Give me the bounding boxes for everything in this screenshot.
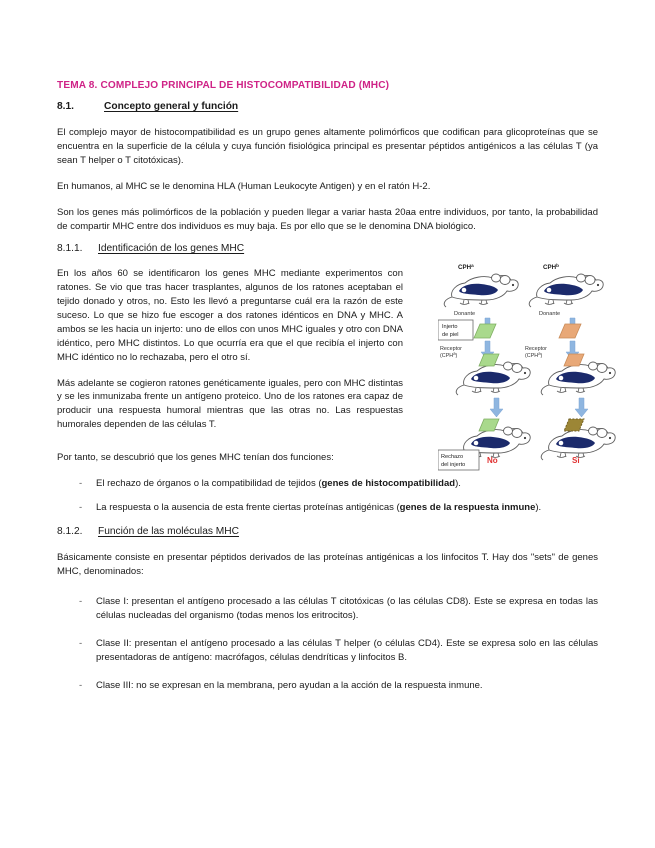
- result-si: Sí: [572, 456, 580, 465]
- heading-8-1-1-number: 8.1.1.: [57, 242, 83, 254]
- arrow-receiver-to-outcome-right: [575, 398, 588, 417]
- paragraph-two-functions: Por tanto, se descubrió que los genes MHC tenían dos funciones:: [57, 452, 334, 464]
- heading-8-1-1-text: Identificación de los genes MHC: [98, 242, 245, 254]
- label-cph-b: CPH$^b$: [543, 262, 559, 271]
- list-bullet-dash: -: [79, 596, 83, 608]
- arrow-receiver-to-outcome-left: [490, 398, 503, 417]
- functions-list: [57, 477, 598, 515]
- label-rechazo-line2: del injerto: [441, 462, 466, 468]
- function-text-before: El rechazo de órganos o la compatibilidad de tejidos (: [96, 478, 322, 490]
- list-bullet-dash: -: [79, 502, 83, 514]
- label-receptor-left: Receptor: [440, 346, 462, 352]
- heading-8-1-2-text: Función de las moléculas MHC: [98, 526, 239, 538]
- paragraph-mhc-function-intro: Básicamente consiste en presentar péptidos derivados de las proteínas antigénicas a los linfocitos T. Hay dos "sets" de genes MHC, denominados:: [57, 552, 598, 578]
- paragraph-mhc-history-2: Más adelante se cogieron ratones genéticamente iguales, pero con MHC distintas y se les inmunizaba frente un antígeno proteico. Uno de los ratones era capaz de producir una respuesta humoral mientras que las otras no. Las respuestas humorales dependen de las células T.: [57, 377, 403, 431]
- label-injerto-line1: Injerto: [442, 324, 458, 330]
- list-item-class-i: [57, 595, 598, 623]
- list-item-class-ii: [57, 637, 598, 665]
- label-donante-left: Donante: [454, 311, 476, 317]
- label-rechazo-line1: Rechazo: [441, 454, 464, 460]
- rejection-box-label: [438, 450, 479, 470]
- receiver-mouse-right: [541, 362, 615, 395]
- list-item-class-iii: [57, 679, 598, 693]
- donor-mouse-right-group: [529, 263, 603, 317]
- graft-piece-orange: [559, 324, 581, 338]
- function-bold-term: genes de la respuesta inmune: [399, 502, 536, 514]
- list-bullet-dash: -: [79, 637, 83, 649]
- paragraph-intro-2: En humanos, al MHC se le denomina HLA (Human Leukocyte Antigen) y en el ratón H-2.: [57, 180, 431, 192]
- figure-skin-graft-experiment: [438, 258, 618, 473]
- heading-8-1-1: [57, 243, 598, 254]
- label-cph-a: CPH$^a$: [458, 262, 474, 271]
- mhc-classes-list: [57, 595, 598, 693]
- graft-box-label: [438, 320, 473, 340]
- donor-mouse-right: [529, 274, 603, 307]
- paragraph-intro-1: El complejo mayor de histocompatibilidad es un grupo genes altamente polimórficos que codifican para glicoproteínas que se encuentra en la superficie de la célula y cuya función fisiológica principal es presentar péptidos antigénicos a las células T (ya sean T helper o T citotóxicas).: [57, 127, 598, 167]
- label-receptor-right-genotype: (CPH$^a$): [525, 351, 543, 359]
- receiver-mouse-left: [456, 362, 530, 395]
- donor-mouse-left-group: [444, 263, 518, 317]
- paragraph-mhc-history-1: En los años 60 se identificaron los genes MHC mediante experimentos con ratones. Se vio que tras hacer trasplantes, algunos de los ratones aceptaban el tejido donado y otros, no. Esto les llevó a preguntarse cuál era la razón de este suceso. Lo que se hizo fue escoger a dos ratones idénticos en DNA y MHC. A ambos se les hacia un injerto: uno de ellos con unos MHC iguales y otro con DNA idéntico, pero MHC distintos. Lo que ocurría era que el que recibía el injerto con MHC idéntico no lo rechazaba, pero el otro sí.: [57, 267, 403, 363]
- heading-8-1: [57, 101, 598, 112]
- function-text-after: ).: [535, 502, 542, 514]
- list-bullet-dash: -: [79, 478, 83, 490]
- list-item-function-immune-response: [57, 501, 598, 515]
- heading-8-1-2: [57, 526, 598, 537]
- function-text-before: La respuesta o la ausencia de esta frente ciertas proteínas antigénicas (: [96, 502, 400, 514]
- heading-8-1-text: Concepto general y función: [104, 101, 239, 113]
- function-bold-term: genes de histocompatibilidad: [321, 478, 456, 490]
- paragraph-intro-3: Son los genes más polimórficos de la población y pueden llegar a variar hasta 20aa entre individuos, por tanto, la probabilidad de compartir MHC entre dos individuos es muy baja. Es por ello que se le denomina DNA biológico.: [57, 206, 598, 232]
- label-donante-right: Donante: [539, 311, 561, 317]
- label-injerto-line2: de piel: [442, 332, 459, 338]
- list-item-function-histocompatibility: [57, 477, 598, 491]
- heading-8-1-2-number: 8.1.2.: [57, 526, 83, 538]
- page-title: TEMA 8. COMPLEJO PRINCIPAL DE HISTOCOMPATIBILIDAD (MHC): [57, 80, 390, 91]
- label-receptor-right: Receptor: [525, 346, 547, 352]
- list-bullet-dash: -: [79, 679, 83, 691]
- class-i-text: Clase I: presentan el antígeno procesado a las células T citotóxicas (o las células CD8). Este se expresa en todas las células nucleadas del organismo (todas menos los eritrocitos).: [96, 596, 598, 622]
- heading-8-1-number: 8.1.: [57, 101, 74, 113]
- outcome-mouse-right-group: [541, 419, 615, 460]
- donor-mouse-left: [444, 274, 518, 307]
- class-iii-text: Clase III: no se expresan en la membrana, pero ayudan a la acción de la respuesta inmune.: [96, 679, 483, 691]
- label-receptor-left-genotype: (CPH$^a$): [440, 351, 458, 359]
- class-ii-text: Clase II: presentan el antígeno procesado a las células T helper (o células CD4). Este se expresa solo en las células presentadoras de antígeno: macrófagos, células dendríticas y linfocitos B.: [96, 637, 598, 663]
- result-no: No: [487, 456, 498, 465]
- function-text-after: ).: [455, 478, 461, 490]
- graft-piece-green: [474, 324, 496, 338]
- skin-graft-diagram-svg: [438, 258, 618, 473]
